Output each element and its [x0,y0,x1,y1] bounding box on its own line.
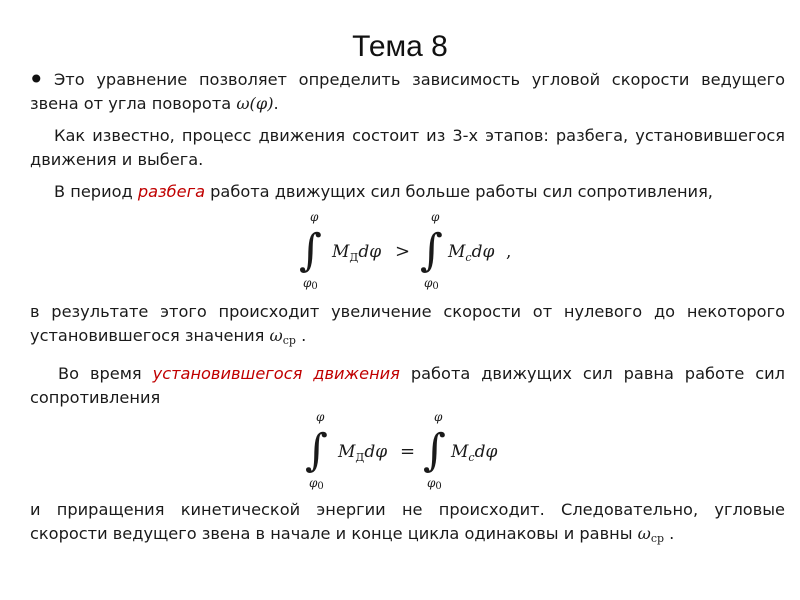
p1-end: . [273,94,279,113]
highlight-steady-motion: установившегося движения [152,364,400,383]
paragraph-motion-stages: Как известно, процесс движения состоит из 3-х этапов: разбега, установившегося движения и выбега. [30,126,785,169]
formula-inequality [0,205,800,295]
integrand-left: $M_Дd\varphi$ [332,242,382,264]
integral-sign: ∫ [299,225,322,276]
integral-upper-limit: φ [310,210,319,224]
integral-sign: ∫ [420,225,443,276]
slide-title: Тема 8 [352,30,448,63]
p3-before: В период [54,182,138,201]
p6-end: . [664,524,675,543]
integral-sign: ∫ [423,425,446,476]
paragraph-acceleration [30,180,785,204]
integral-lower-limit: φ0 [303,276,318,292]
formula-equality [0,405,800,495]
bullet-icon: • [28,63,45,96]
integral-lower-limit: φ0 [427,476,442,492]
integral-upper-limit: φ [434,410,443,424]
integral-lower-limit: φ0 [309,476,324,492]
relation-sign: > [395,241,411,262]
paragraph-equation-purpose [30,68,785,116]
p3-after: работа движущих сил больше работы сил сопротивления, [205,182,713,201]
paragraph-speed-increase [30,300,785,353]
integrand-right: $M_cd\varphi$ [448,242,495,264]
relation-sign: = [400,441,416,462]
p1-text: Это уравнение позволяет определить зависимость угловой скорости ведущего звена от угла поворота [30,70,785,113]
p1-function: ω(φ) [236,94,274,113]
p4-text: в результате этого происходит увеличение скорости от нулевого до некоторого установившегося значения [30,302,785,345]
p4-end: . [295,326,307,345]
omega-subscript: ср [282,334,296,347]
p5-after: работа движущих сил равна работе сил сопротивления [30,364,785,407]
omega-symbol: ω [269,326,283,345]
omega-subscript: ср [650,532,665,545]
paragraph-steady-motion [30,362,785,410]
integral-upper-limit: φ [431,210,440,224]
integral-upper-limit: φ [316,410,325,424]
p6-text: и приращения кинетической энергии не происходит. Следовательно, угловые скорости ведущего звена в начале и конце цикла одинаковы и равны [30,500,785,543]
integrand-right: $M_cd\varphi$ [451,442,498,464]
highlight-acceleration: разбега [137,182,206,201]
integral-sign: ∫ [305,425,328,476]
omega-symbol: ω [637,524,651,543]
paragraph-kinetic-energy [30,498,785,551]
p5-before: Во время [58,364,153,383]
formula-trailing-comma: , [506,242,512,262]
integral-lower-limit: φ0 [424,276,439,292]
integrand-left: $M_Дd\varphi$ [338,442,388,464]
